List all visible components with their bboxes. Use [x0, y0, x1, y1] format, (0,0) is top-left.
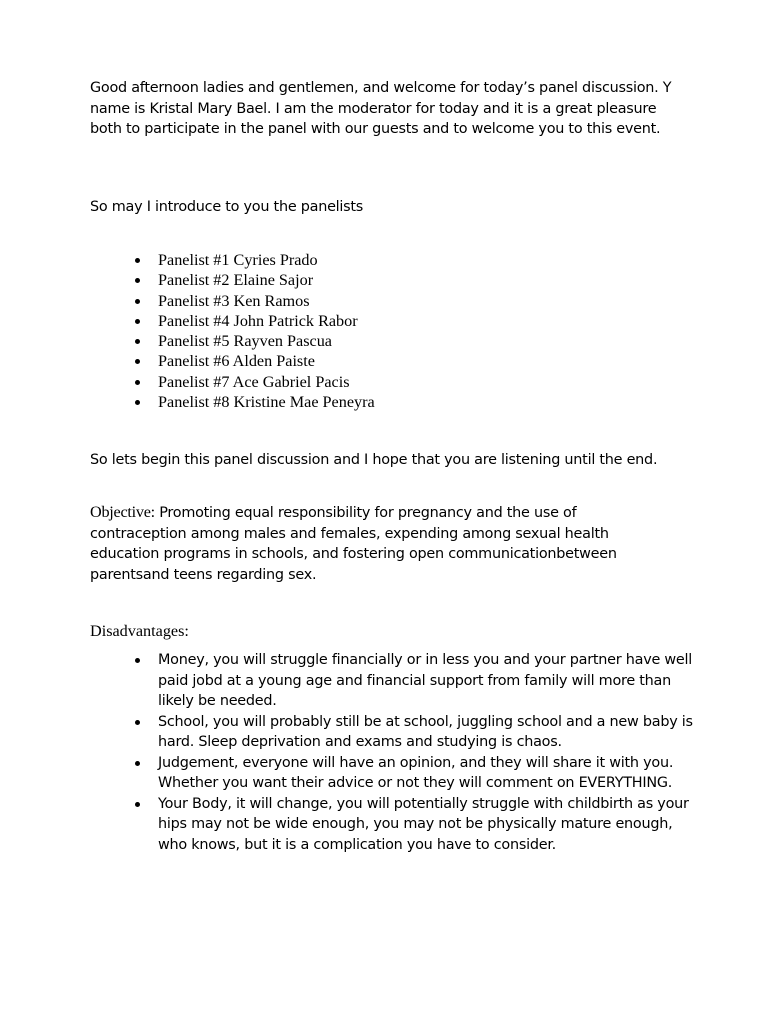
disadvantages-list [133, 650, 705, 855]
objective-text: Promoting equal responsibility for pregnancy and the use of contraception among males and females, expending among sexual health education programs in schools, and fostering open communicationbetween parentsand teens regarding sex. [90, 505, 617, 583]
list-item: Panelist #1 Cyries Prado [133, 250, 633, 270]
list-item: Panelist #2 Elaine Sajor [133, 270, 633, 290]
intro-paragraph: Good afternoon ladies and gentlemen, and welcome for today’s panel discussion. Y name is Kristal Mary Bael. I am the moderator for today and it is a great pleasure both to participate in the panel with our guests and to welcome you to this event. [90, 80, 672, 137]
objective-label: Objective: [90, 503, 155, 521]
list-item: Your Body, it will change, you will potentially struggle with childbirth as your hips may not be wide enough, you may not be physically mature enough, who knows, but it is a complication you have to consider. [133, 794, 705, 856]
list-item: Panelist #7 Ace Gabriel Pacis [133, 372, 633, 392]
list-item: Panelist #5 Rayven Pascua [133, 331, 633, 351]
disadvantages-heading: Disadvantages: [90, 622, 189, 640]
list-item: Panelist #3 Ken Ramos [133, 291, 633, 311]
list-item: Panelist #6 Alden Paiste [133, 351, 633, 371]
introduce-line: So may I introduce to you the panelists [90, 199, 364, 215]
list-item: Money, you will struggle financially or in less you and your partner have well paid jobd at a young age and financial support from family will more than likely be needed. [133, 650, 705, 712]
list-item: Judgement, everyone will have an opinion, and they will share it with you. Whether you want their advice or not they will comment on EVERYTHING. [133, 753, 705, 794]
objective-paragraph [90, 502, 650, 585]
list-item: Panelist #8 Kristine Mae Peneyra [133, 392, 633, 412]
begin-line: So lets begin this panel discussion and I hope that you are listening until the end. [90, 452, 658, 468]
list-item: School, you will probably still be at school, juggling school and a new baby is hard. Sleep deprivation and exams and studying is chaos. [133, 712, 705, 753]
list-item: Panelist #4 John Patrick Rabor [133, 311, 633, 331]
panelist-list [133, 250, 633, 412]
